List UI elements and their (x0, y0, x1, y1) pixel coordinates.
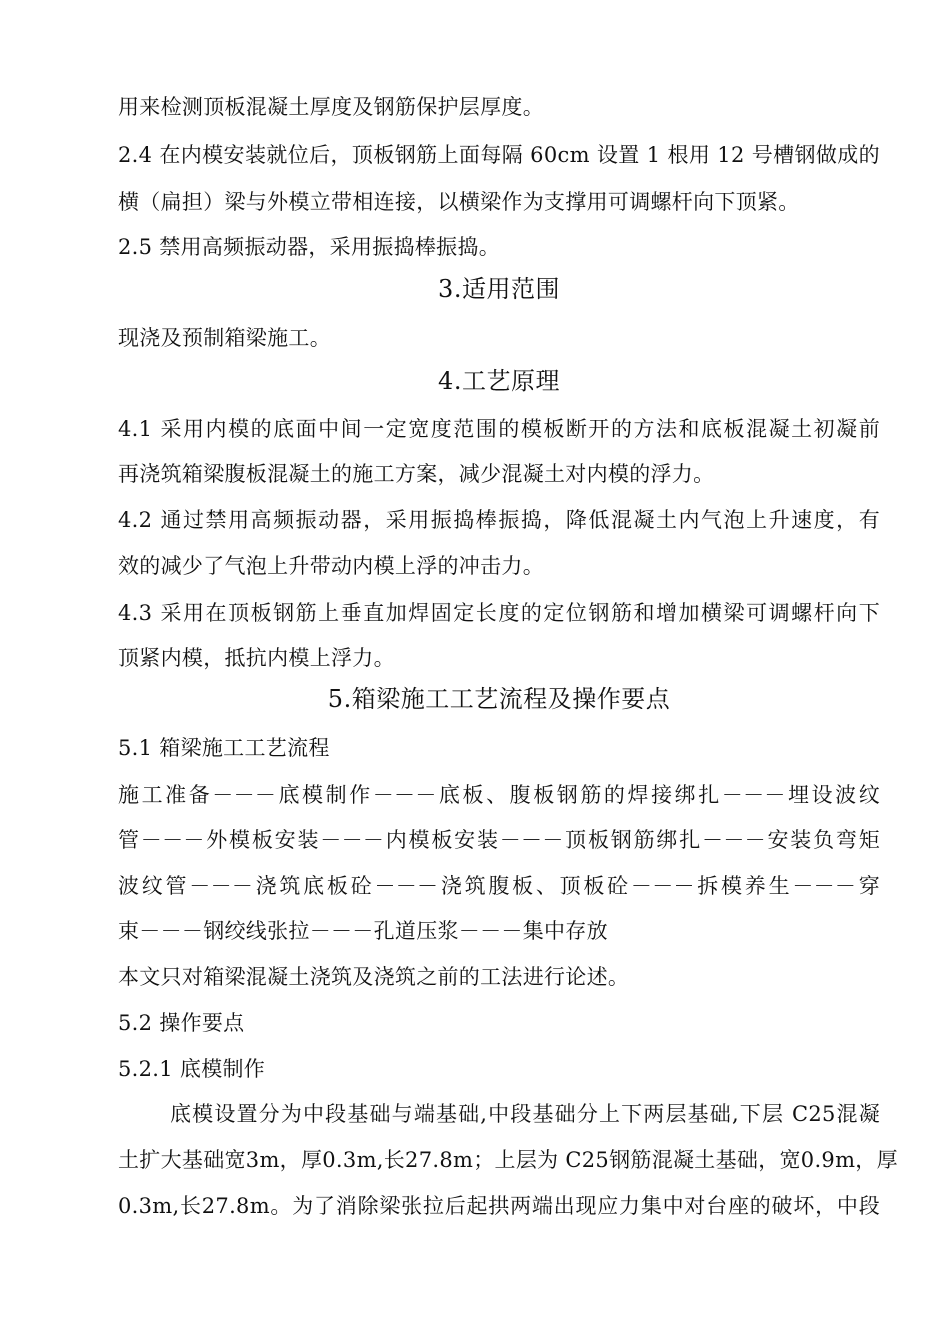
paragraph-line: 2.4 在内模安装就位后，顶板钢筋上面每隔 60cm 设置 1 根用 12 号槽钢做成的 (118, 143, 880, 167)
paragraph-line: 顶紧内模，抵抗内模上浮力。 (118, 646, 395, 670)
paragraph-line: 管－－－外模板安装－－－内模板安装－－－顶板钢筋绑扎－－－安装负弯矩 (118, 828, 880, 852)
paragraph-line: 束－－－钢绞线张拉－－－孔道压浆－－－集中存放 (118, 919, 608, 943)
paragraph-line: 0.3m,长27.8m。为了消除梁张拉后起拱两端出现应力集中对台座的破坏，中段 (118, 1194, 880, 1218)
paragraph-line: 土扩大基础宽3m，厚0.3m,长27.8m；上层为 C25钢筋混凝土基础，宽0.9m，厚 (118, 1148, 898, 1172)
paragraph-line: 2.5 禁用高频振动器，采用振捣棒振捣。 (118, 235, 501, 259)
section-heading: 4.工艺原理 (438, 367, 560, 395)
paragraph-line: 再浇筑箱梁腹板混凝土的施工方案，减少混凝土对内模的浮力。 (118, 462, 715, 486)
paragraph-line: 5.2 操作要点 (118, 1011, 245, 1035)
section-heading: 5.箱梁施工工艺流程及操作要点 (327, 685, 671, 713)
paragraph-line: 波纹管－－－浇筑底板砼－－－浇筑腹板、顶板砼－－－拆模养生－－－穿 (118, 874, 880, 898)
paragraph-line: 效的减少了气泡上升带动内模上浮的冲击力。 (118, 554, 544, 578)
paragraph-line: 施工准备－－－底模制作－－－底板、腹板钢筋的焊接绑扎－－－埋设波纹 (118, 783, 880, 807)
paragraph-line: 4.1 采用内模的底面中间一定宽度范围的模板断开的方法和底板混凝土初凝前 (118, 417, 880, 441)
paragraph-line: 5.1 箱梁施工工艺流程 (118, 736, 330, 760)
paragraph-line: 4.3 采用在顶板钢筋上垂直加焊固定长度的定位钢筋和增加横梁可调螺杆向下 (118, 601, 880, 625)
section-heading: 3.适用范围 (438, 275, 560, 303)
paragraph-line: 本文只对箱梁混凝土浇筑及浇筑之前的工法进行论述。 (118, 965, 630, 989)
paragraph-line: 5.2.1 底模制作 (118, 1057, 266, 1081)
paragraph-line: 横（扁担）梁与外模立带相连接，以横梁作为支撑用可调螺杆向下顶紧。 (118, 190, 800, 214)
paragraph-line: 底模设置分为中段基础与端基础,中段基础分上下两层基础,下层 C25混凝 (170, 1102, 880, 1126)
paragraph-line: 现浇及预制箱梁施工。 (118, 326, 331, 350)
paragraph-line: 用来检测顶板混凝土厚度及钢筋保护层厚度。 (118, 95, 544, 119)
paragraph-line: 4.2 通过禁用高频振动器，采用振捣棒振捣，降低混凝土内气泡上升速度，有 (118, 508, 880, 532)
